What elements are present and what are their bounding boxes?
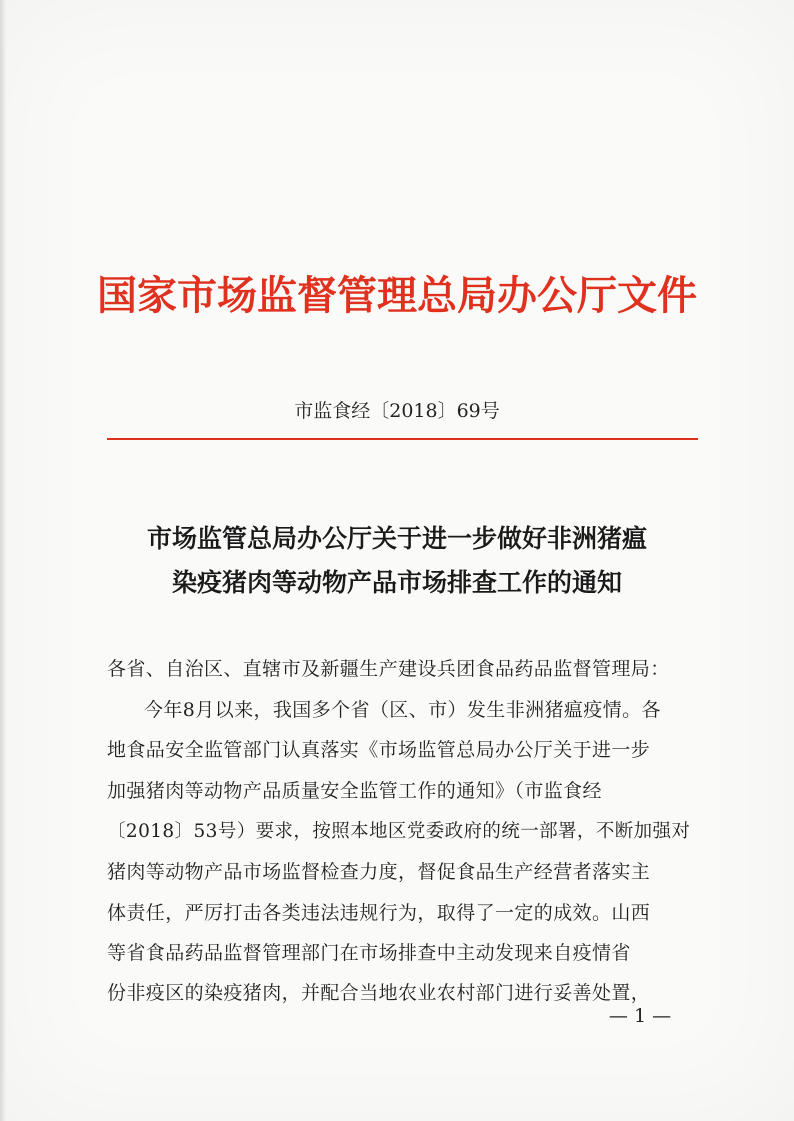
document-number: 市监食经〔2018〕69号 — [294, 400, 500, 422]
paper-edge — [0, 0, 6, 1121]
body-line: 份非疫区的染疫猪肉，并配合当地农业农村部门进行妥善处置， — [107, 982, 651, 1004]
body-line: 猪肉等动物产品市场监督检查力度，督促食品生产经营者落实主 — [107, 861, 651, 883]
body-line: 等省食品药品监督管理部门在市场排查中主动发现来自疫情省 — [107, 942, 631, 964]
salutation: 各省、自治区、直辖市及新疆生产建设兵团食品药品监督管理局： — [107, 658, 670, 680]
body-line: 地食品安全监管部门认真落实《市场监管总局办公厅关于进一步 — [107, 739, 651, 761]
page-number: — 1 — — [608, 1005, 672, 1027]
body-line: 今年8月以来，我国多个省（区、市）发生非洲猪瘟疫情。各 — [144, 699, 661, 721]
body-line: 〔2018〕53号）要求，按照本地区党委政府的统一部署，不断加强对 — [107, 821, 691, 842]
red-divider-line — [107, 438, 698, 440]
body-line: 体责任，严厉打击各类违法违规行为，取得了一定的成效。山西 — [107, 902, 651, 924]
document-title-line-2: 染疫猪肉等动物产品市场排查工作的通知 — [171, 568, 622, 597]
body-line: 加强猪肉等动物产品质量安全监管工作的通知》（市监食经 — [107, 780, 602, 802]
issuer-header: 国家市场监督管理总局办公厅文件 — [97, 272, 697, 319]
document-title-line-1: 市场监管总局办公厅关于进一步做好非洲猪瘟 — [146, 524, 647, 553]
